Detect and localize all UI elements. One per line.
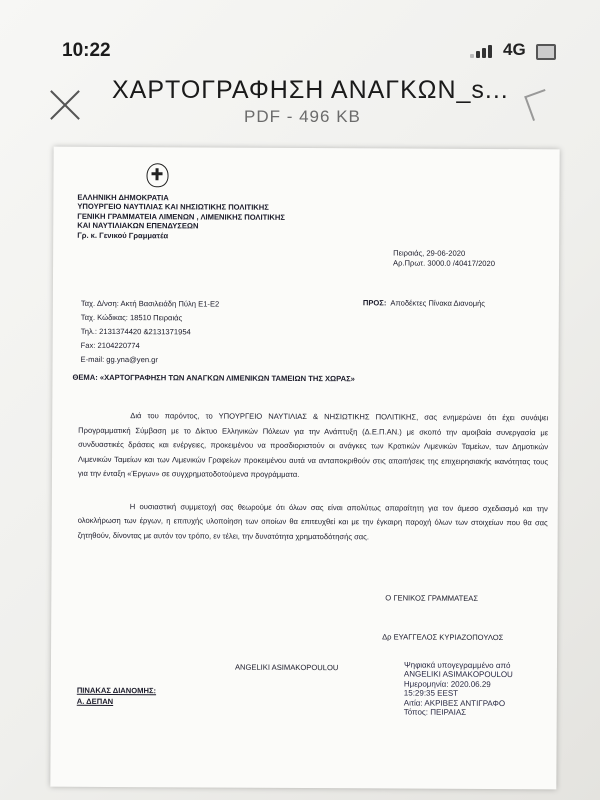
digital-signature-line: Αιτία: ΑΚΡΙΒΕΣ ΑΝΤΙΓΡΑΦΟ [403, 698, 506, 708]
status-bar [0, 0, 600, 70]
greek-emblem-icon [146, 163, 168, 187]
document-page [50, 147, 559, 790]
network-type: 4G [503, 40, 526, 59]
recipient-value: Αποδέκτες Πίνακα Διανομής [390, 298, 485, 308]
signature-name: Δρ ΕΥΑΓΓΕΛΟΣ ΚΥΡΙΑΖΟΠΟΥΛΟΣ [382, 632, 504, 643]
signer-name: ANGELIKI ASIMAKOPOULOU [234, 662, 339, 673]
signature-title: Ο ΓΕΝΙΚΟΣ ΓΡΑΜΜΑΤΕΑΣ [385, 593, 479, 603]
org-line: Γρ. κ. Γενικού Γραμματέα [77, 230, 169, 240]
digital-signature [404, 661, 513, 718]
digital-signature-line: 15:29:35 EEST [403, 688, 459, 699]
document-title: ΧΑΡΤΟΓΡΑΦΗΣΗ ΑΝΑΓΚΩΝ_s... [112, 76, 509, 104]
digital-signature-line: Ψηφιακά υπογεγραμμένο από [403, 660, 511, 671]
signal-icon [470, 44, 496, 58]
digital-signature-line: ANGELIKI ASIMAKOPOULOU [403, 669, 513, 680]
issuing-authority [77, 193, 285, 241]
org-line: ΕΛΛΗΝΙΚΗ ΔΗΜΟΚΡΑΤΙΑ [77, 192, 169, 203]
battery-icon [536, 44, 556, 60]
contact-details [81, 297, 220, 368]
org-line: ΥΠΟΥΡΓΕΙΟ ΝΑΥΤΙΛΙΑΣ ΚΑΙ ΝΗΣΙΩΤΙΚΗΣ ΠΟΛΙΤΙΚΗΣ [77, 202, 269, 213]
document-subject: ΘΕΜΑ: «ΧΑΡΤΟΓΡΑΦΗΣΗ ΤΩΝ ΑΝΑΓΚΩΝ ΛΙΜΕΝΙΚΩΝ ΤΑΜΕΙΩΝ ΤΗΣ ΧΩΡΑΣ» [72, 372, 355, 384]
clock: 10:22 [62, 40, 111, 61]
digital-signature-line: Τόπος: ΠΕΙΡΑΙΑΣ [403, 707, 467, 717]
contact-line: E-mail: gg.yna@yen.gr [80, 354, 158, 365]
protocol-number: Αρ.Πρωτ. 3000.0 /40417/2020 [393, 258, 496, 268]
digital-signature-line: Ημερομηνία: 2020.06.29 [403, 679, 491, 689]
contact-line: Τηλ.: 2131374420 &2131371954 [80, 326, 191, 337]
org-line: ΓΕΝΙΚΗ ΓΡΑΜΜΑΤΕΙΑ ΛΙΜΕΝΩΝ , ΛΙΜΕΝΙΚΗΣ ΠΟΛΙΤΙΚΗΣ [77, 211, 285, 222]
document-body [78, 409, 549, 563]
distribution-list [77, 685, 156, 707]
date-block [393, 248, 495, 269]
recipient-label: ΠΡΟΣ: [362, 298, 387, 308]
document-date: Πειραιάς, 29-06-2020 [393, 248, 466, 258]
body-paragraph: Διά του παρόντος, το ΥΠΟΥΡΓΕΙΟ ΝΑΥΤΙΛΙΑΣ & ΝΗΣΙΩΤΙΚΗΣ ΠΟΛΙΤΙΚΗΣ, σας ενημερώνει ότι έχει συνάψει Προγραμματική Σύμβαση με το Δίκτυο Ελληνικών Πόλεων για την Ανάπτυξη (Δ.Ε.Π.ΑΝ.) με σκοπό την αμοιβαία συνεργασία με συνδυαστικές δράσεις και ενέργειες, προκειμένου να προσδιοριστούν οι ανάγκες των Κρατικών Λιμενικών Ταμείων, των Δημοτικών Λιμενικών Ταμείων και των Λιμενικών Γραφείων προκειμένου αυτά να ανταποκριθούν στις απαιτήσεις της επιχειρησιακής ικανότητας τους για την ένταξη «Έργων» σε συγχρηματοδοτούμενα προγράμματα. [77, 411, 549, 479]
contact-line: Ταχ. Κώδικας: 18510 Πειραιάς [80, 312, 183, 323]
document-info: PDF - 496 KB [244, 107, 361, 126]
recipient [363, 298, 485, 308]
contact-line: Fax: 2104220774 [80, 340, 140, 351]
org-line: ΚΑΙ ΝΑΥΤΙΛΙΑΚΩΝ ΕΠΕΝΔΥΣΕΩΝ [77, 221, 199, 231]
distribution-item: Α. ΔΕΠΑΝ [76, 696, 114, 706]
contact-line: Ταχ. Δ/νση: Ακτή Βασιλειάδη Πύλη Ε1-Ε2 [80, 298, 220, 309]
body-paragraph: Η ουσιαστική συμμετοχή σας θεωρούμε ότι όλων σας είναι απολύτως απαραίτητη για τον άμεσο σχεδιασμό και την ολοκλήρωση των έργων, η επιτυχής υλοποίηση των οποίων θα επιτευχθεί και με την έγκαιρη παροχή όλων των στοιχείων που θα σας ζητηθούν, δίνοντας με αυτόν τον τρόπο, εν τέλει, την δυνατότητα χρηματοδότησής σας. [77, 501, 548, 541]
close-icon[interactable] [48, 88, 82, 122]
distribution-title: ΠΙΝΑΚΑΣ ΔΙΑΝΟΜΗΣ: [76, 685, 157, 696]
